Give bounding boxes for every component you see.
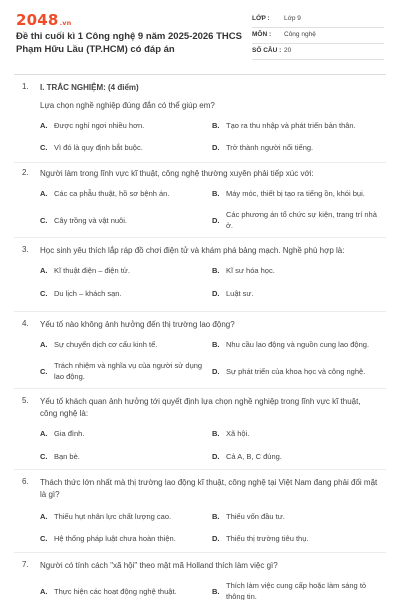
option-text: Xã hội. [226,429,250,438]
question-number: 1. [22,82,29,91]
option-letter: C. [40,216,48,225]
question-divider [14,552,386,553]
option-text: Kĩ sư hóa học. [226,266,275,275]
meta-key: SỐ CÂU : [252,47,282,54]
question-divider [14,469,386,470]
option-letter: C. [40,534,48,543]
meta-key: LỚP : [252,15,270,22]
question-divider [14,237,386,238]
meta-row-subject [252,28,384,44]
option-text: Sự chuyển dịch cơ cấu kinh tế. [54,340,158,349]
question-text: Yếu tố khách quan ảnh hưởng tới quyết định lựa chọn nghề nghiệp trong lĩnh vực kĩ thuật, công nghệ là: [40,397,361,418]
option-letter: B. [212,121,220,130]
document-meta [252,12,384,60]
option-letter: A. [40,340,48,349]
option-letter: B. [212,266,220,275]
option-text: Luật sư. [226,289,254,298]
option-letter: A. [40,121,48,130]
option-letter: D. [212,452,220,461]
question-number: 5. [22,396,29,405]
question-text: Yếu tố nào không ảnh hưởng đến thị trường lao động? [40,320,235,329]
section-title: I. TRẮC NGHIỆM: (4 điểm) [40,83,139,92]
question-text: Người có tính cách "xã hội" theo mật mã Holland thích làm việc gì? [40,561,278,570]
option-letter: A. [40,189,48,198]
option-text: Bạn bè. [54,452,80,461]
option-text: Kĩ thuật điện – điện tử. [54,266,130,275]
question-text: Học sinh yêu thích lắp ráp đồ chơi điện tử và khám phá bảng mạch. Nghề phù hợp là: [40,246,345,255]
site-logo[interactable] [16,11,72,29]
option-letter: B. [212,340,220,349]
option-letter: A. [40,512,48,521]
option-text: Thiếu hụt nhân lực chất lượng cao. [54,512,172,521]
question-text: Lựa chọn nghề nghiệp đúng đắn có thể giúp em? [40,101,215,110]
meta-value: Công nghệ [284,31,316,38]
question-number: 6. [22,477,29,486]
option-text: Thiếu vốn đầu tư. [226,512,285,521]
option-text: Trách nhiệm và nghĩa vụ của người sử dụng lao động. [54,361,203,381]
option-text: Được nghỉ ngơi nhiều hơn. [54,121,145,130]
header-divider [14,74,386,75]
option-letter: C. [40,452,48,461]
document-title: Đề thi cuối kì 1 Công nghệ 9 năm 2025-2026 THCS Phạm Hữu Lầu (TP.HCM) có đáp án [16,31,242,55]
question-divider [14,388,386,389]
option-text: Thích làm việc cung cấp hoặc làm sáng tỏ thông tin. [226,581,367,600]
option-letter: C. [40,289,48,298]
option-letter: C. [40,367,48,376]
meta-value: Lớp 9 [284,15,301,22]
page-header [0,0,400,68]
logo-suffix: .vn [59,19,72,27]
option-text: Máy móc, thiết bị tạo ra tiếng ồn, khói bụi. [226,189,365,198]
option-text: Tạo ra thu nhập và phát triển bản thân. [226,121,356,130]
option-letter: A. [40,429,48,438]
meta-key: MÔN : [252,31,272,38]
option-text: Du lịch – khách sạn. [54,289,122,298]
option-text: Nhu cầu lao động và nguồn cung lao động. [226,340,370,349]
option-text: Gia đình. [54,429,85,438]
option-letter: D. [212,143,220,152]
option-text: Sự phát triển của khoa học và công nghệ. [226,367,366,376]
question-number: 4. [22,319,29,328]
option-letter: D. [212,534,220,543]
option-text: Thiếu thị trường tiêu thụ. [226,534,309,543]
logo-text: 2048 [16,11,59,29]
question-text: Người làm trong lĩnh vực kĩ thuật, công nghệ thường xuyên phải tiếp xúc với: [40,169,314,178]
option-text: Cả A, B, C đúng. [226,452,282,461]
option-text: Cây trồng và vật nuôi. [54,216,127,225]
option-text: Các phương án tổ chức sự kiện, trang trí nhà ở. [226,210,377,230]
option-text: Hệ thống pháp luật chưa hoàn thiện. [54,534,176,543]
meta-value: 20 [284,47,292,54]
option-text: Trở thành người nổi tiếng. [226,143,314,152]
option-letter: B. [212,587,220,596]
question-text: Thách thức lớn nhất mà thị trường lao động kĩ thuật, công nghệ tại Việt Nam đang phải đối mặt là gì? [40,478,378,499]
option-letter: B. [212,429,220,438]
option-letter: D. [212,367,220,376]
question-divider [14,311,386,312]
meta-row-class [252,12,384,28]
meta-row-count [252,44,384,60]
option-letter: A. [40,587,48,596]
option-text: Thực hiện các hoạt động nghệ thuật. [54,587,177,596]
option-text: Vì đó là quy định bắt buộc. [54,143,143,152]
option-letter: D. [212,289,220,298]
option-letter: B. [212,189,220,198]
option-letter: C. [40,143,48,152]
option-letter: B. [212,512,220,521]
option-text: Các ca phẫu thuật, hồ sơ bệnh án. [54,189,170,198]
option-letter: A. [40,266,48,275]
question-number: 7. [22,560,29,569]
question-number: 2. [22,168,29,177]
question-divider [14,162,386,163]
question-number: 3. [22,245,29,254]
option-letter: D. [212,216,220,225]
